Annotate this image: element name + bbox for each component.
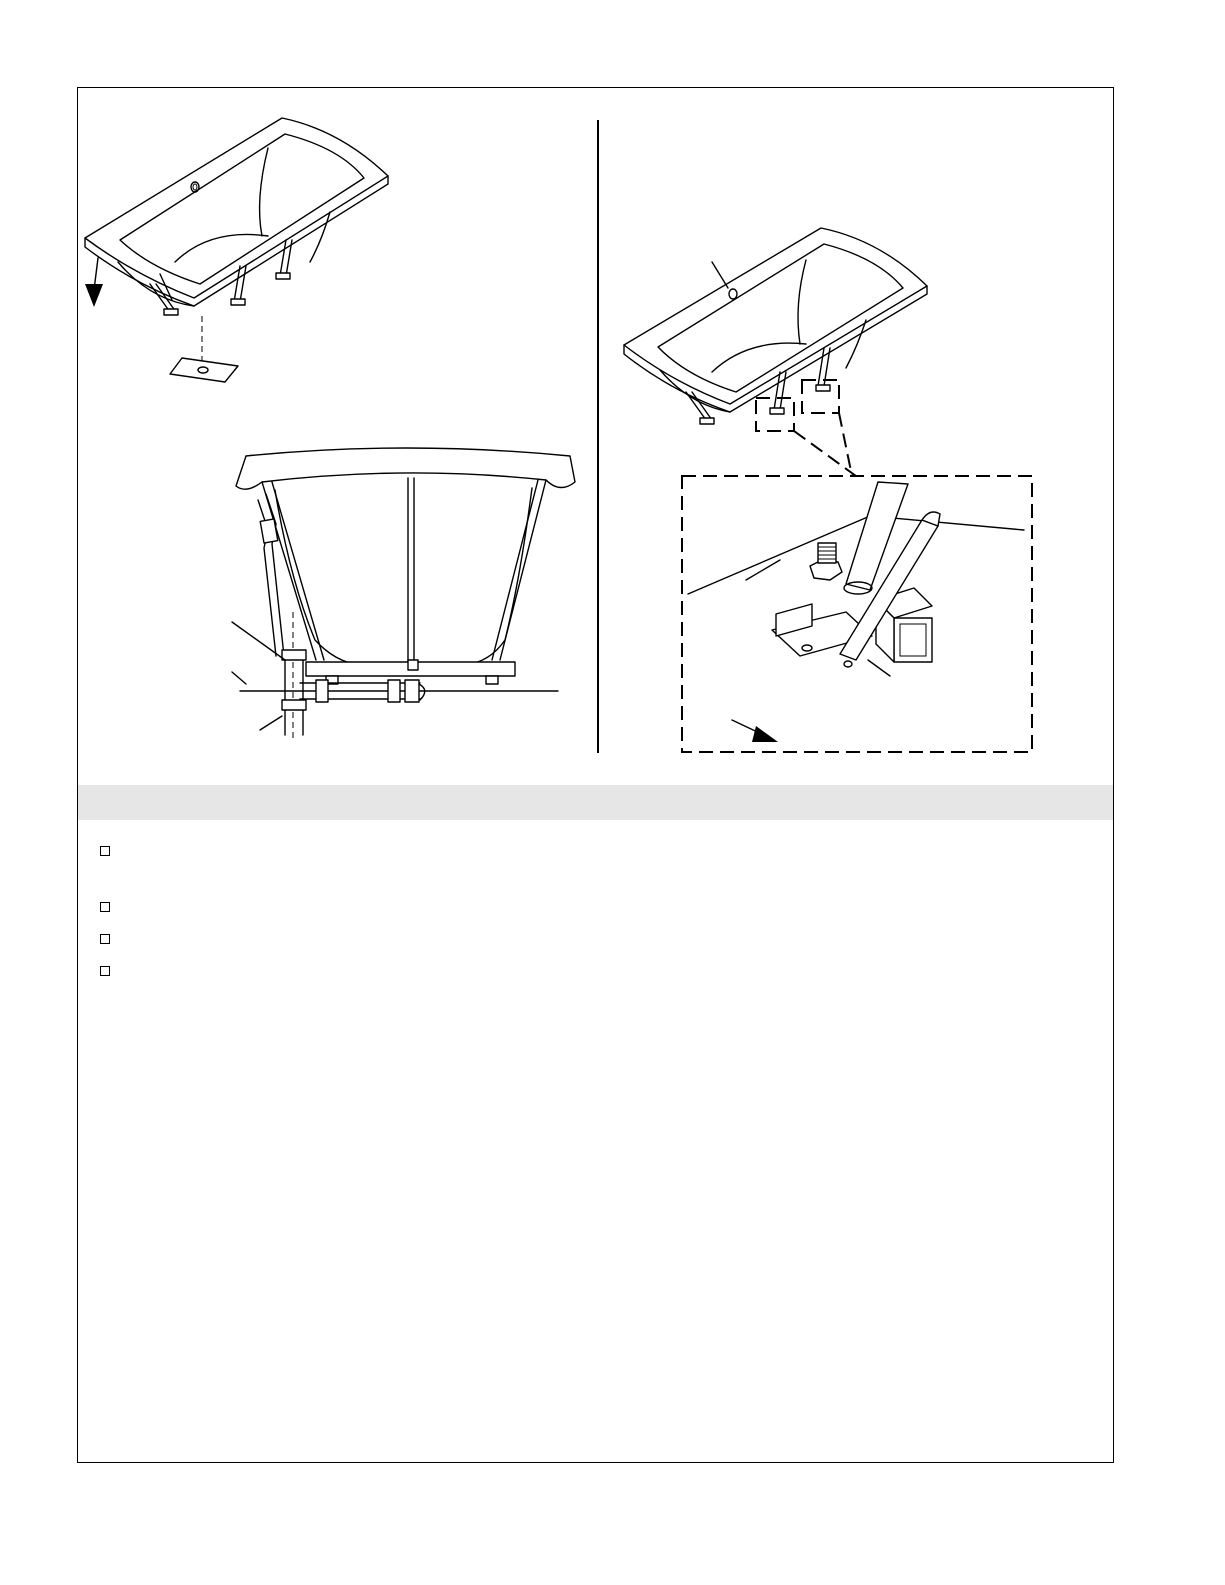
checkbox[interactable]: [100, 846, 110, 856]
bathtub-leveling-figure: [624, 228, 1032, 752]
leveling-foot-detail: [688, 482, 1024, 742]
bathtub-lowering-figure: [85, 118, 388, 382]
checklist-item: [100, 934, 1060, 944]
checkbox[interactable]: [100, 934, 110, 944]
section-header-band: [78, 785, 1113, 820]
checkbox[interactable]: [100, 966, 110, 976]
checkbox[interactable]: [100, 902, 110, 912]
checklist-item: [100, 846, 1060, 856]
checklist-item: [100, 902, 1060, 912]
bathtub-end-view-figure: [232, 448, 575, 742]
checklist-item: [100, 966, 1060, 976]
